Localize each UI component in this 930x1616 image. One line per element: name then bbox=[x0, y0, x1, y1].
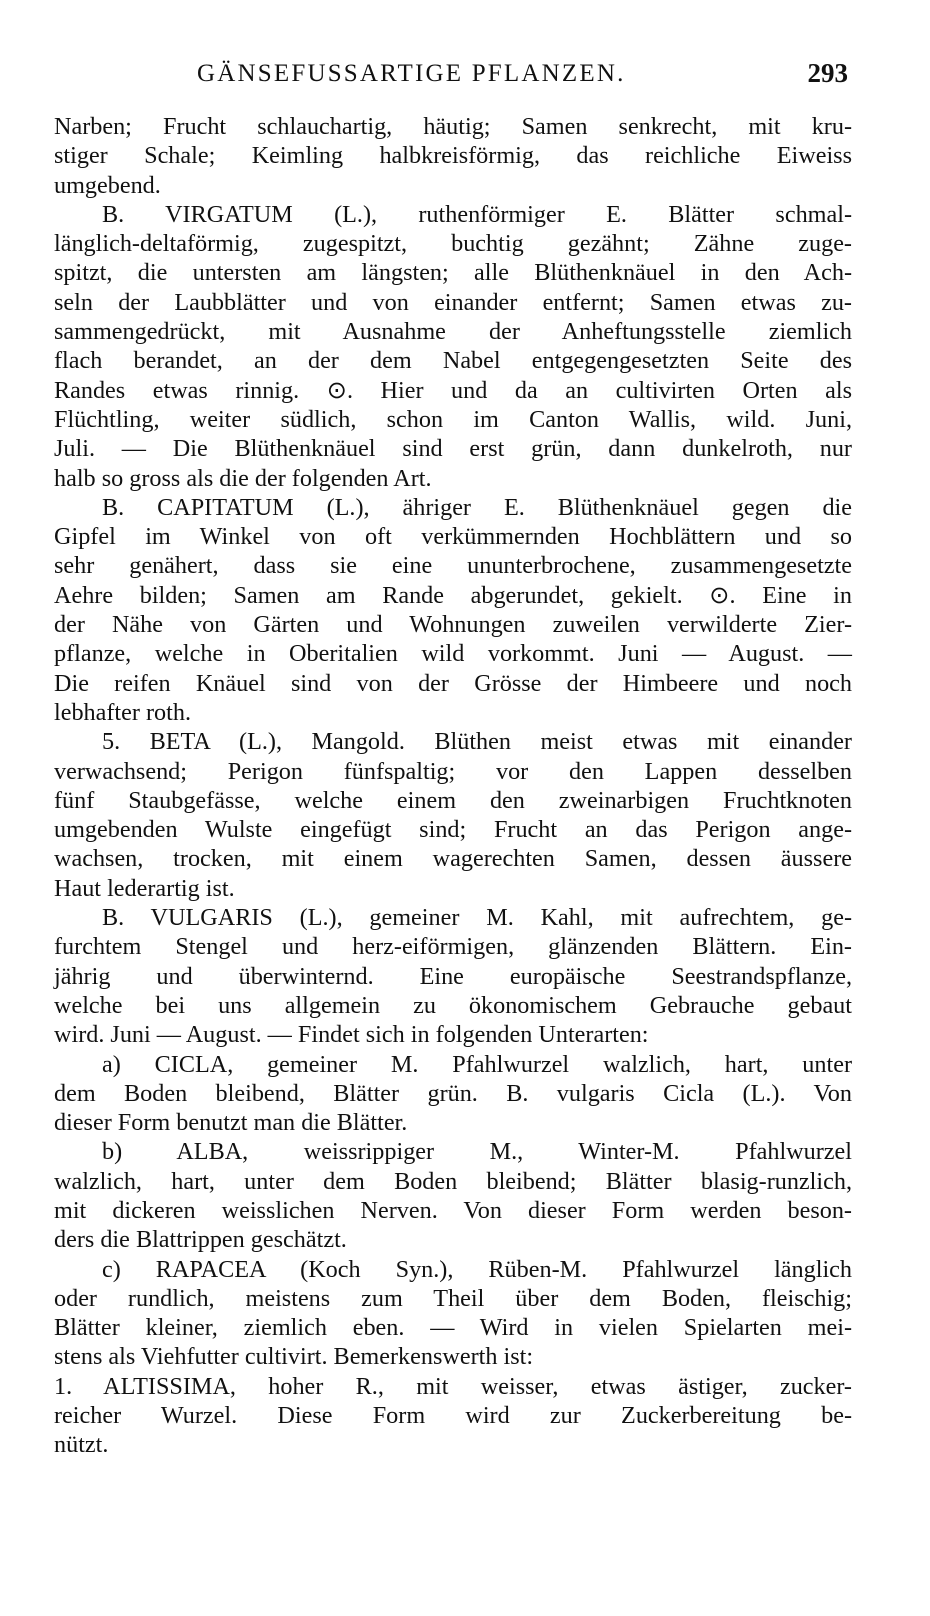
text-line: Haut lederartig ist. bbox=[54, 874, 235, 902]
text-line: c) RAPACEA (Koch Syn.), Rüben-M. Pfahlwurzel länglich bbox=[102, 1255, 852, 1283]
text-line: B. VIRGATUM (L.), ruthenförmiger E. Blätter schmal- bbox=[102, 200, 852, 228]
text-line: halb so gross als die der folgenden Art. bbox=[54, 464, 432, 492]
text-line: Flüchtling, weiter südlich, schon im Canton Wallis, wild. Juni, bbox=[54, 405, 852, 433]
text-line: länglich-deltaförmig, zugespitzt, buchtig gezähnt; Zähne zuge- bbox=[54, 230, 852, 258]
text-line: Randes etwas rinnig. ⊙. Hier und da an cultivirten Orten als bbox=[54, 376, 852, 404]
text-line: sehr genähert, dass sie eine ununterbrochene, zusammengesetzte bbox=[54, 552, 852, 580]
text-line: umgebenden Wulste eingefügt sind; Frucht an das Perigon ange- bbox=[54, 816, 852, 844]
text-line: der Nähe von Gärten und Wohnungen zuweilen verwilderte Zier- bbox=[54, 611, 852, 639]
running-title: GÄNSEFUSSARTIGE PFLANZEN. bbox=[197, 60, 626, 87]
text-line: spitzt, die untersten am längsten; alle Blüthenknäuel in den Ach- bbox=[54, 259, 852, 287]
text-line: reicher Wurzel. Diese Form wird zur Zuckerbereitung be- bbox=[54, 1402, 852, 1430]
paragraph-altissima bbox=[54, 1372, 852, 1460]
text-line: lebhafter roth. bbox=[54, 698, 191, 726]
paragraph-intro bbox=[54, 112, 852, 200]
text-line: stiger Schale; Keimling halbkreisförmig, das reichliche Eiweiss bbox=[54, 142, 852, 170]
text-line: verwachsend; Perigon fünfspaltig; vor den Lappen desselben bbox=[54, 757, 852, 785]
text-line: 5. BETA (L.), Mangold. Blüthen meist etwas mit einander bbox=[102, 728, 852, 756]
text-line: pflanze, welche in Oberitalien wild vorkommt. Juni — August. — bbox=[54, 640, 852, 668]
text-line: B. VULGARIS (L.), gemeiner M. Kahl, mit aufrechtem, ge- bbox=[102, 904, 852, 932]
paragraph-vulgaris bbox=[54, 903, 852, 1049]
paragraph-rapacea bbox=[54, 1255, 852, 1372]
text-line: b) ALBA, weissrippiger M., Winter-M. Pfahlwurzel bbox=[102, 1138, 852, 1166]
text-line: oder rundlich, meistens zum Theil über dem Boden, fleischig; bbox=[54, 1284, 852, 1312]
text-line: Juli. — Die Blüthenknäuel sind erst grün, dann dunkelroth, nur bbox=[54, 435, 852, 463]
text-line: ders die Blattrippen geschätzt. bbox=[54, 1226, 347, 1254]
text-line: walzlich, hart, unter dem Boden bleibend; Blätter blasig-runzlich, bbox=[54, 1167, 852, 1195]
page-header bbox=[52, 58, 852, 98]
paragraph-beta bbox=[54, 727, 852, 903]
text-line: umgebend. bbox=[54, 171, 161, 199]
text-line: sammengedrückt, mit Ausnahme der Anheftungsstelle ziemlich bbox=[54, 318, 852, 346]
text-line: welche bei uns allgemein zu ökonomischem Gebrauche gebaut bbox=[54, 991, 852, 1019]
text-line: Aehre bilden; Samen am Rande abgerundet, gekielt. ⊙. Eine in bbox=[54, 581, 852, 609]
text-line: fünf Staubgefässe, welche einem den zweinarbigen Fruchtknoten bbox=[54, 786, 852, 814]
text-line: B. CAPITATUM (L.), ähriger E. Blüthenknäuel gegen die bbox=[102, 493, 852, 521]
paragraph-virgatum bbox=[54, 200, 852, 493]
paragraph-capitatum bbox=[54, 493, 852, 727]
paragraph-alba bbox=[54, 1137, 852, 1254]
text-line: a) CICLA, gemeiner M. Pfahlwurzel walzlich, hart, unter bbox=[102, 1050, 852, 1078]
text-line: wird. Juni — August. — Findet sich in folgenden Unterarten: bbox=[54, 1021, 649, 1049]
text-line: furchtem Stengel und herz-eiförmigen, glänzenden Blättern. Ein- bbox=[54, 933, 852, 961]
text-line: wachsen, trocken, mit einem wagerechten Samen, dessen äussere bbox=[54, 845, 852, 873]
text-line: Gipfel im Winkel von oft verkümmernden Hochblättern und so bbox=[54, 523, 852, 551]
text-line: flach berandet, an der dem Nabel entgegengesetzten Seite des bbox=[54, 347, 852, 375]
text-line: dem Boden bleibend, Blätter grün. B. vulgaris Cicla (L.). Von bbox=[54, 1079, 852, 1107]
text-line: Narben; Frucht schlauchartig, häutig; Samen senkrecht, mit kru- bbox=[54, 113, 852, 140]
text-line: 1. ALTISSIMA, hoher R., mit weisser, etwas ästiger, zucker- bbox=[54, 1372, 852, 1400]
text-line: mit dickeren weisslichen Nerven. Von dieser Form werden beson- bbox=[54, 1196, 852, 1224]
text-body bbox=[54, 112, 852, 1460]
paragraph-cicla bbox=[54, 1050, 852, 1138]
text-line: dieser Form benutzt man die Blätter. bbox=[54, 1109, 408, 1137]
page-number: 293 bbox=[807, 58, 848, 88]
text-line: nützt. bbox=[54, 1431, 109, 1459]
text-line: Die reifen Knäuel sind von der Grösse der Himbeere und noch bbox=[54, 669, 852, 697]
text-line: Blätter kleiner, ziemlich eben. — Wird in vielen Spielarten mei- bbox=[54, 1314, 852, 1342]
text-line: jährig und überwinternd. Eine europäische Seestrandspflanze, bbox=[54, 962, 852, 990]
text-line: seln der Laubblätter und von einander entfernt; Samen etwas zu- bbox=[54, 288, 852, 316]
text-line: stens als Viehfutter cultivirt. Bemerkenswerth ist: bbox=[54, 1343, 534, 1371]
